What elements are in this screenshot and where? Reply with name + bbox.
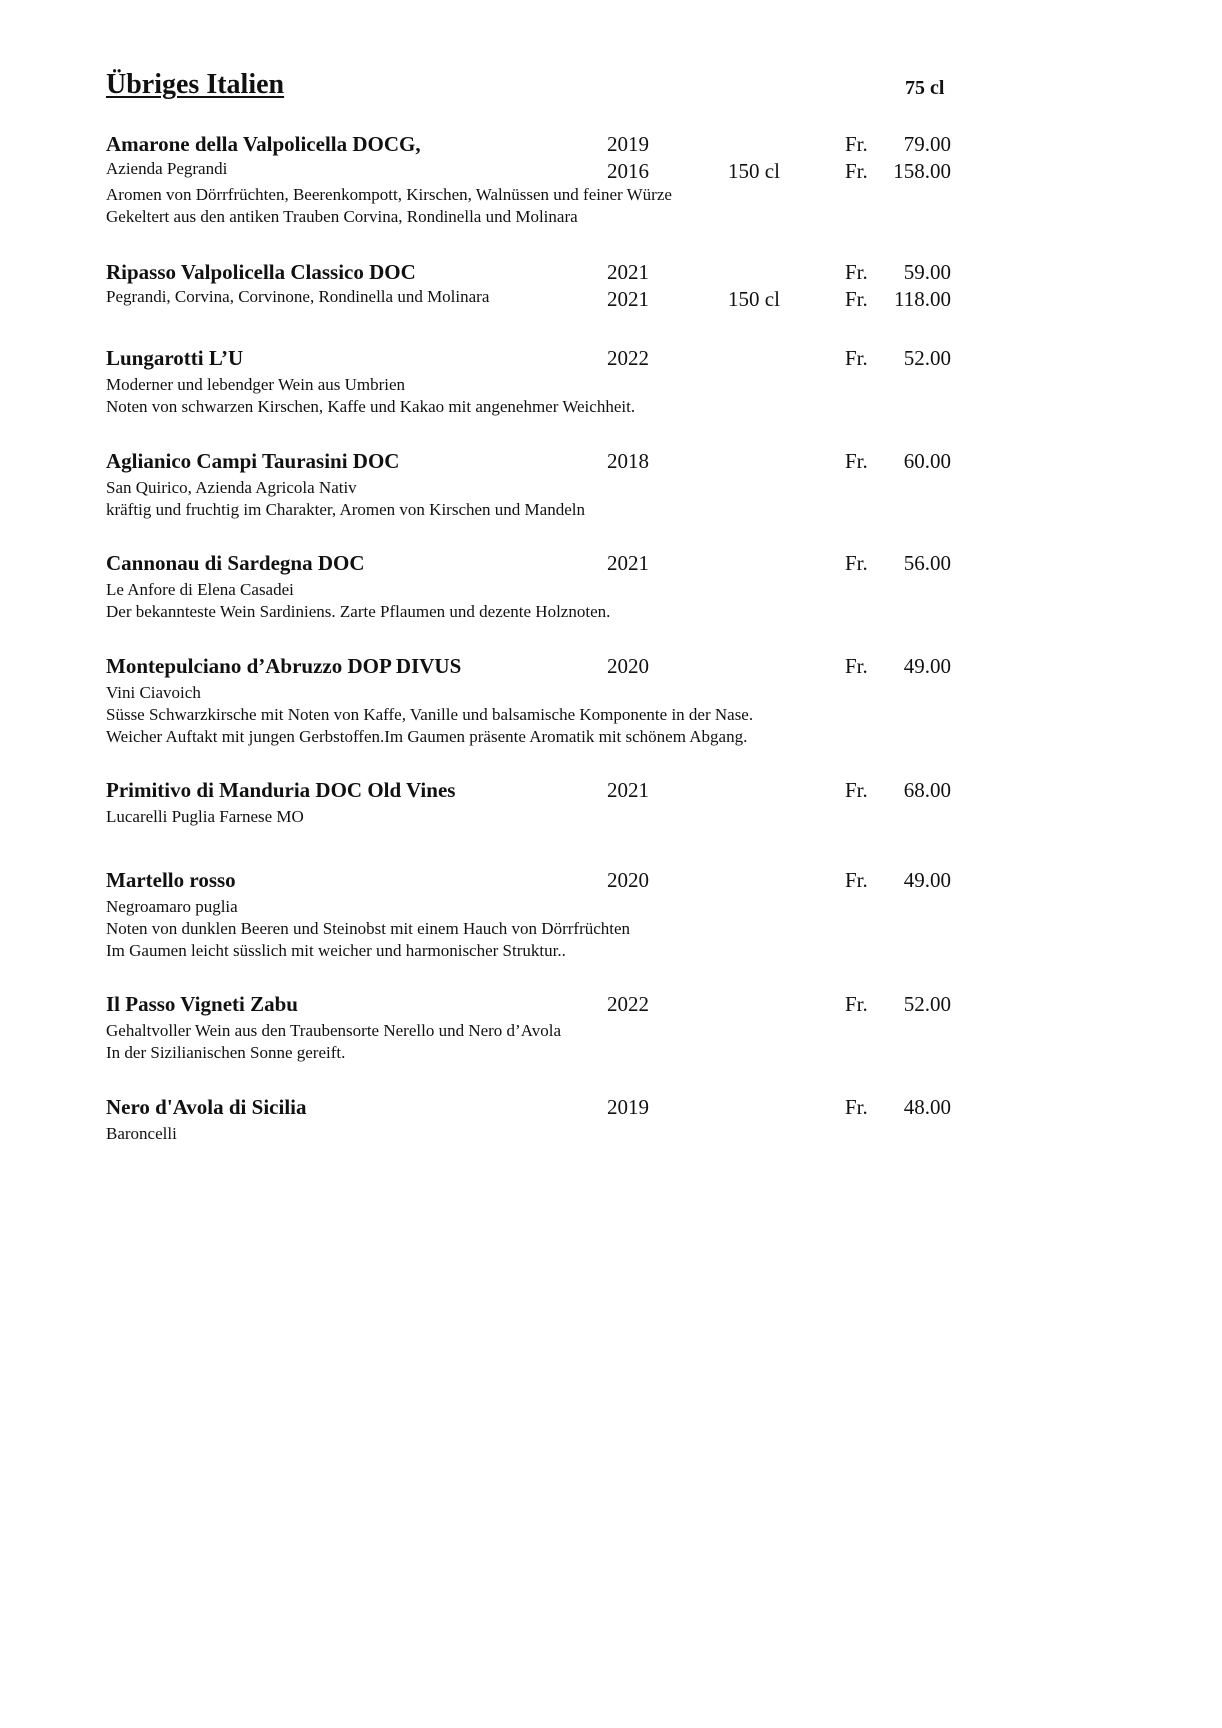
wine-currency: Fr. (845, 551, 868, 575)
wine-year: 2020 (607, 654, 649, 678)
wine-price: 48.00 (903, 1095, 951, 1119)
wine-note: Vini Ciavoich (106, 683, 201, 702)
wine-year: 2021 (607, 551, 649, 575)
wine-price: 68.00 (903, 778, 951, 802)
wine-year: 2019 (607, 1095, 649, 1119)
wine-note: Noten von dunklen Beeren und Steinobst mit einem Hauch von Dörrfrüchten (106, 919, 631, 938)
wine-note: Gekeltert aus den antiken Trauben Corvina, Rondinella und Molinara (106, 207, 578, 226)
wine-note: Süsse Schwarzkirsche mit Noten von Kaffe, Vanille und balsamische Komponente in der Nase. (106, 705, 754, 724)
wine-price: 59.00 (903, 260, 951, 284)
wine-note: Lucarelli Puglia Farnese MO (106, 807, 304, 826)
wine-name: Nero d'Avola di Sicilia (106, 1095, 307, 1119)
wine-currency: Fr. (845, 132, 868, 156)
wine-currency: Fr. (845, 1095, 868, 1119)
wine-year: 2021 (607, 260, 649, 284)
variant-description: Azienda Pegrandi (106, 159, 228, 178)
wine-name: Il Passo Vigneti Zabu (106, 992, 298, 1016)
wine-price: 60.00 (903, 449, 951, 473)
wine-currency: Fr. (845, 346, 868, 370)
wine-name: Aglianico Campi Taurasini DOC (106, 449, 400, 473)
wine-note: Le Anfore di Elena Casadei (106, 580, 294, 599)
variant-price: 158.00 (893, 159, 951, 183)
wine-name: Lungarotti L’U (106, 346, 244, 370)
variant-size: 150 cl (728, 159, 780, 183)
wine-price: 49.00 (903, 654, 951, 678)
variant-currency: Fr. (845, 159, 868, 183)
variant-year: 2016 (607, 159, 649, 183)
wine-note: Aromen von Dörrfrüchten, Beerenkompott, Kirschen, Walnüssen und feiner Würze (106, 185, 672, 204)
wine-year: 2020 (607, 868, 649, 892)
wine-currency: Fr. (845, 868, 868, 892)
wine-note: San Quirico, Azienda Agricola Nativ (106, 478, 357, 497)
volume-header: 75 cl (905, 77, 945, 99)
wine-name: Amarone della Valpolicella DOCG, (106, 132, 421, 156)
wine-note: Noten von schwarzen Kirschen, Kaffe und Kakao mit angenehmer Weichheit. (106, 397, 636, 416)
wine-note: Weicher Auftakt mit jungen Gerbstoffen.Im Gaumen präsente Aromatik mit schönem Abgang. (106, 727, 748, 746)
page-title: Übriges Italien (106, 69, 285, 100)
wine-name: Ripasso Valpolicella Classico DOC (106, 260, 416, 284)
wine-note: Der bekannteste Wein Sardiniens. Zarte Pflaumen und dezente Holznoten. (106, 602, 611, 621)
wine-note: Gehaltvoller Wein aus den Traubensorte Nerello und Nero d’Avola (106, 1021, 561, 1040)
wine-price: 56.00 (903, 551, 951, 575)
variant-price: 118.00 (894, 287, 951, 311)
wine-currency: Fr. (845, 260, 868, 284)
wine-currency: Fr. (845, 654, 868, 678)
wine-price: 52.00 (903, 346, 951, 370)
wine-note: Negroamaro puglia (106, 897, 238, 916)
wine-note: Moderner und lebendger Wein aus Umbrien (106, 375, 406, 394)
variant-size: 150 cl (728, 287, 780, 311)
wine-year: 2022 (607, 992, 649, 1016)
wine-name: Montepulciano d’Abruzzo DOP DIVUS (106, 654, 462, 678)
wine-currency: Fr. (845, 992, 868, 1016)
wine-year: 2022 (607, 346, 649, 370)
wine-note: kräftig und fruchtig im Charakter, Aromen von Kirschen und Mandeln (106, 500, 585, 519)
variant-description: Pegrandi, Corvina, Corvinone, Rondinella und Molinara (106, 287, 490, 306)
wine-name: Martello rosso (106, 868, 236, 892)
wine-name: Primitivo di Manduria DOC Old Vines (106, 778, 456, 802)
wine-year: 2018 (607, 449, 649, 473)
wine-note: Baroncelli (106, 1124, 177, 1143)
wine-name: Cannonau di Sardegna DOC (106, 551, 365, 575)
wine-currency: Fr. (845, 449, 868, 473)
wine-note: In der Sizilianischen Sonne gereift. (106, 1043, 346, 1062)
wine-price: 49.00 (903, 868, 951, 892)
wine-price: 52.00 (903, 992, 951, 1016)
wine-currency: Fr. (845, 778, 868, 802)
wine-year: 2019 (607, 132, 649, 156)
wine-price: 79.00 (903, 132, 951, 156)
variant-currency: Fr. (845, 287, 868, 311)
wine-note: Im Gaumen leicht süsslich mit weicher und harmonischer Struktur.. (106, 941, 566, 960)
variant-year: 2021 (607, 287, 649, 311)
wine-year: 2021 (607, 778, 649, 802)
